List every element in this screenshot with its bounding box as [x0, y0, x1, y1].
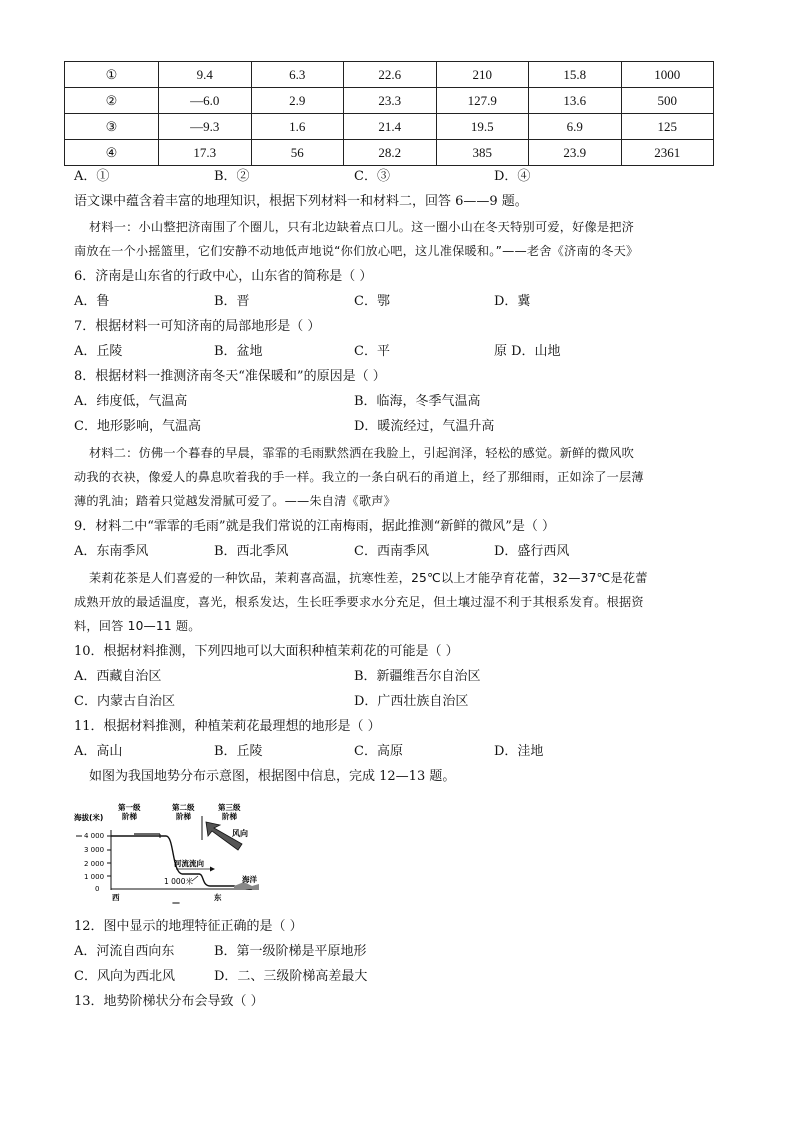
step-1-label-2: 阶梯: [122, 812, 137, 821]
q12-stem: 12．图中显示的地理特征正确的是（ ）: [74, 919, 303, 934]
material-2-line-3: 薄的乳油；踏着只觉越发滑腻可爱了。——朱自清《歌声》: [74, 494, 397, 508]
option-d[interactable]: D．冀: [494, 294, 531, 309]
table-cell: 127.9: [436, 88, 529, 114]
y-tick-2000: 2 000: [84, 860, 105, 868]
material-1-line-2: 南放在一个小摇篮里，它们安静不动地低声地说“你们放心吧，这儿准保暖和。”——老舍《济南的冬天》: [74, 244, 639, 258]
table-cell: 210: [436, 62, 529, 88]
table-cell: ①: [65, 62, 159, 88]
table-row: [65, 140, 714, 166]
intro-6-9: 语文课中蕴含着丰富的地理知识，根据下列材料一和材料二，回答 6——9 题。: [74, 194, 528, 209]
q8-stem: 8．根据材料一推测济南冬天“准保暖和”的原因是（ ）: [74, 369, 386, 384]
option-d[interactable]: 原 D．山地: [494, 344, 561, 359]
option-a[interactable]: A．鲁: [74, 294, 110, 309]
table-cell: ③: [65, 114, 159, 140]
option-d[interactable]: D．广西壮族自治区: [354, 694, 469, 709]
y-tick-1000: 1 000: [84, 873, 105, 881]
y-axis-label: 海拔(米): [74, 813, 104, 822]
table-cell: 385: [436, 140, 529, 166]
q10-options-row-2: [74, 693, 734, 711]
table-cell: 2361: [621, 140, 714, 166]
table-cell: 28.2: [344, 140, 437, 166]
table-row: [65, 62, 714, 88]
table-cell: 23.9: [529, 140, 622, 166]
option-b[interactable]: B．新疆维吾尔自治区: [354, 669, 481, 684]
option-d[interactable]: D．洼地: [494, 744, 544, 759]
step-3-label-2: 阶梯: [222, 812, 237, 821]
option-b[interactable]: B．丘陵: [214, 744, 263, 759]
east-label: 东: [214, 893, 222, 902]
q6-options: [74, 293, 734, 311]
material-2-line-1: 材料二：仿佛一个暮春的早晨，霏霏的毛雨默然洒在我脸上，引起润泽，轻松的感觉。新鲜的微风吹: [89, 446, 635, 460]
climate-data-table: [64, 61, 714, 166]
option-c[interactable]: C．鄂: [354, 294, 390, 309]
y-tick-4000: 4 000: [84, 832, 105, 840]
q10-stem: 10．根据材料推测，下列四地可以大面积种植茉莉花的可能是（ ）: [74, 644, 459, 659]
q7-stem: 7．根据材料一可知济南的局部地形是（ ）: [74, 319, 321, 334]
q12-options-row-1: [74, 943, 734, 961]
q7-options: [74, 343, 734, 361]
table-cell: 22.6: [344, 62, 437, 88]
y-tick-0: 0: [95, 885, 100, 893]
river-label: 河流流向: [174, 859, 204, 868]
table-row: [65, 114, 714, 140]
intro-12-13: 如图为我国地势分布示意图，根据图中信息，完成 12—13 题。: [89, 769, 456, 784]
q11-options: [74, 743, 734, 761]
option-a[interactable]: A．纬度低，气温高: [74, 394, 188, 409]
q13-stem: 13．地势阶梯状分布会导致（ ）: [74, 994, 264, 1009]
ocean-label: 海洋: [242, 875, 257, 884]
material-3-line-3: 料，回答 10—11 题。: [74, 619, 201, 633]
material-3-line-2: 成熟开放的最适温度，喜光，根系发达，生长旺季要求水分充足，但土壤过湿不利于其根系发育。根据资: [74, 595, 644, 609]
option-c[interactable]: C．地形影响，气温高: [74, 419, 201, 434]
option-b[interactable]: B．第一级阶梯是平原地形: [214, 944, 367, 959]
option-d[interactable]: D．盛行西风: [494, 544, 570, 559]
material-2-line-2: 动我的衣袂，像爱人的鼻息吹着我的手一样。我立的一条白矾石的甬道上，经了那细雨，正如涂了一层薄: [74, 470, 644, 484]
option-c[interactable]: C．平: [354, 344, 390, 359]
option-c[interactable]: C．高原: [354, 744, 403, 759]
table-cell: 1.6: [251, 114, 344, 140]
table-cell: ④: [65, 140, 159, 166]
table-cell: 1000: [621, 62, 714, 88]
q5-options: [74, 168, 734, 186]
option-a[interactable]: A．丘陵: [74, 344, 123, 359]
table-cell: —6.0: [159, 88, 252, 114]
river-arrow-head-icon: [210, 867, 215, 872]
table-cell: 9.4: [159, 62, 252, 88]
table-cell: 125: [621, 114, 714, 140]
option-d[interactable]: D．暖流经过，气温升高: [354, 419, 495, 434]
option-a[interactable]: A．河流自西向东: [74, 944, 175, 959]
option-b[interactable]: B．西北季风: [214, 544, 289, 559]
table-cell: 19.5: [436, 114, 529, 140]
option-b[interactable]: B．②: [214, 169, 250, 184]
q9-stem: 9．材料二中“霏霏的毛雨”就是我们常说的江南梅雨，据此推测“新鲜的微风”是（ ）: [74, 519, 555, 534]
table-cell: 2.9: [251, 88, 344, 114]
option-c[interactable]: C．西南季风: [354, 544, 429, 559]
option-a[interactable]: A．东南季风: [74, 544, 149, 559]
option-b[interactable]: B．晋: [214, 294, 250, 309]
table-cell: 500: [621, 88, 714, 114]
table-cell: 23.3: [344, 88, 437, 114]
wind-label: 风向: [232, 829, 248, 838]
table-cell: 17.3: [159, 140, 252, 166]
west-label: 西: [112, 893, 120, 902]
step-2-label-2: 阶梯: [176, 812, 191, 821]
q11-stem: 11．根据材料推测，种植茉莉花最理想的地形是（ ）: [74, 719, 381, 734]
q10-options-row-1: [74, 668, 734, 686]
option-d[interactable]: D．二、三级阶梯高差最大: [214, 969, 368, 984]
option-c[interactable]: C．内蒙古自治区: [74, 694, 175, 709]
table-row: [65, 88, 714, 114]
q8-options-row-1: [74, 393, 734, 411]
step-1-label-1: 第一级: [118, 803, 141, 812]
option-d[interactable]: D．④: [494, 169, 531, 184]
dash-label: —: [172, 898, 180, 907]
option-b[interactable]: B．临海，冬季气温高: [354, 394, 481, 409]
q12-options-row-2: [74, 968, 734, 986]
option-a[interactable]: A．西藏自治区: [74, 669, 162, 684]
option-b[interactable]: B．盆地: [214, 344, 263, 359]
step-3-label-1: 第三级: [218, 803, 241, 812]
material-3-line-1: 茉莉花茶是人们喜爱的一种饮品，茉莉喜高温，抗寒性差，25℃以上才能孕育花蕾，32—37℃是花蕾: [89, 571, 648, 585]
table-cell: 56: [251, 140, 344, 166]
option-a[interactable]: A．高山: [74, 744, 123, 759]
q9-options: [74, 543, 734, 561]
step-2-label-1: 第二级: [172, 803, 195, 812]
terrain-diagram: [74, 800, 274, 910]
q6-stem: 6．济南是山东省的行政中心，山东省的简称是（ ）: [74, 269, 373, 284]
elevation-mark: 1 000米: [164, 877, 193, 886]
table-cell: —9.3: [159, 114, 252, 140]
option-c[interactable]: C．风向为西北风: [74, 969, 175, 984]
table-cell: 15.8: [529, 62, 622, 88]
y-tick-3000: 3 000: [84, 846, 105, 854]
table-cell: ②: [65, 88, 159, 114]
option-a[interactable]: A．①: [74, 169, 110, 184]
option-c[interactable]: C．③: [354, 169, 390, 184]
table-cell: 6.9: [529, 114, 622, 140]
material-1-line-1: 材料一：小山整把济南围了个圈儿，只有北边缺着点口儿。这一圈小山在冬天特别可爱，好像是把济: [89, 220, 635, 234]
table-cell: 6.3: [251, 62, 344, 88]
q8-options-row-2: [74, 418, 734, 436]
table-cell: 21.4: [344, 114, 437, 140]
table-cell: 13.6: [529, 88, 622, 114]
